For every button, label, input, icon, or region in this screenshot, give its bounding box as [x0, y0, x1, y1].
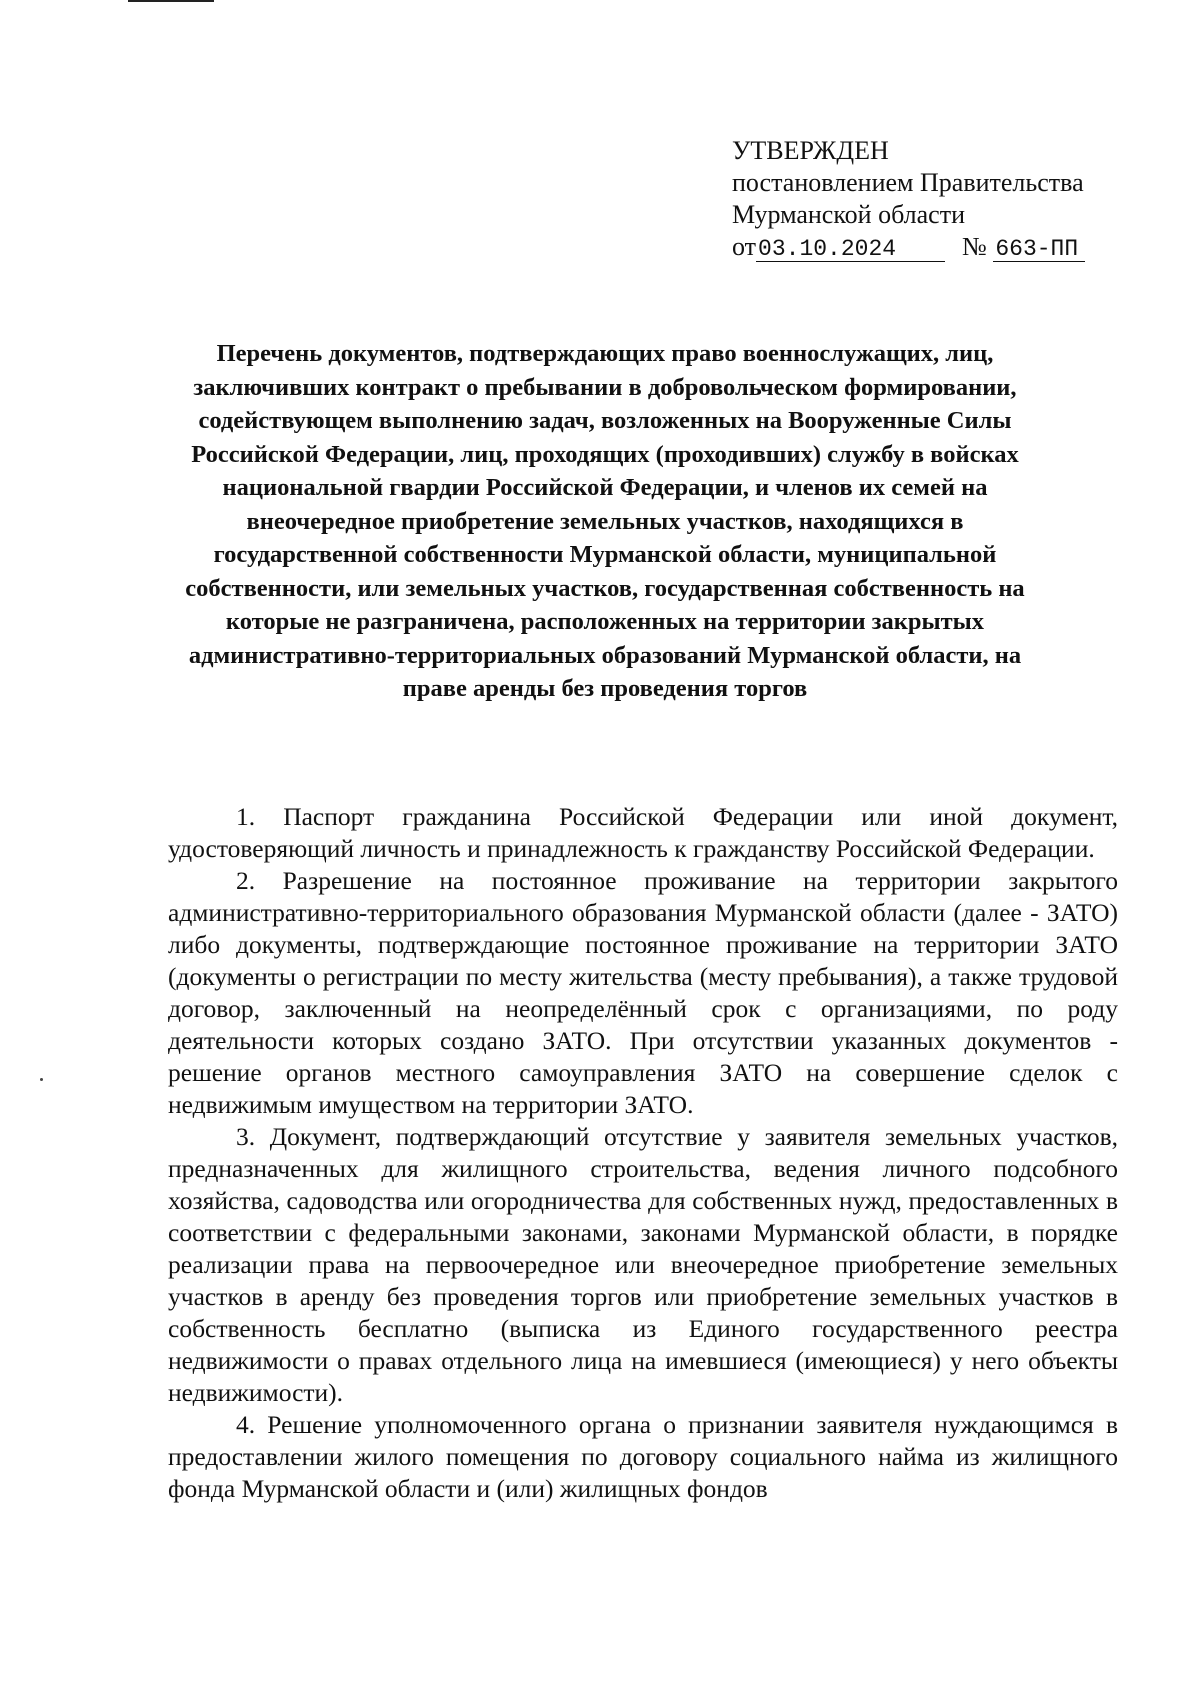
approval-heading: УТВЕРЖДЕН [732, 136, 889, 165]
scan-mark [128, 0, 214, 2]
approval-region-line: Мурманской области [732, 200, 965, 229]
approval-decree-line: постановлением Правительства [732, 168, 1084, 197]
approval-date-number-line [732, 231, 1152, 263]
document-title: Перечень документов, подтверждающих право военнослужащих, лиц, заключивших контракт о пребывании в добровольческом формировании, содействующем выполнению задач, возложенных на Вооруженные Силы Российской Федерации, лиц, проходящих (проходивших) службу в войсках национальной гвардии Российской Федерации, и членов их семей на внеочередное приобретение земельных участков, находящихся в государственной собственности Мурманской области, муниципальной собственности, или земельных участков, государственная собственность на которые не разграничена, расположенных на территории закрытых административно-территориальных образований Мурманской области, на праве аренды без проведения торгов [185, 340, 1025, 702]
list-item: 4. Решение уполномоченного органа о признании заявителя нуждающимся в предоставлении жилого помещения по договору социального найма из жилищного фонда Мурманской области и (или) жилищных фондов [168, 1410, 1118, 1503]
approval-stamp-block [732, 135, 1152, 263]
list-item: 3. Документ, подтверждающий отсутствие у заявителя земельных участков, предназначенных для жилищного строительства, ведения личного подсобного хозяйства, садоводства или огородничества для собственных нужд, предоставленных в соответствии с федеральными законами, законами Мурманской области, в порядке реализации права на первоочередное или внеочередное приобретение земельных участков в аренду без проведения торгов или приобретение земельных участков в собственность бесплатно (выписка из Единого государственного реестра недвижимости о правах отдельного лица на имевшиеся (имеющиеся) у него объекты недвижимости). [168, 1122, 1118, 1407]
decree-date: 03.10.2024 [756, 237, 945, 262]
date-prefix: от [732, 232, 757, 261]
document-body [168, 801, 1118, 1505]
scan-speck [40, 1078, 43, 1081]
number-prefix: № [962, 232, 987, 261]
decree-number: 663-ПП [993, 237, 1085, 262]
list-item: 2. Разрешение на постоянное проживание на территории закрытого административно-территориального образования Мурманской области (далее - ЗАТО) либо документы, подтверждающие постоянное проживание на территории ЗАТО (документы о регистрации по месту жительства (месту пребывания), а также трудовой договор, заключенный на неопределённый срок с организациями, по роду деятельности которых создано ЗАТО. При отсутствии указанных документов - решение органов местного самоуправления ЗАТО на совершение сделок с недвижимым имуществом на территории ЗАТО. [168, 866, 1118, 1119]
list-item: 1. Паспорт гражданина Российской Федерации или иной документ, удостоверяющий личность и принадлежность к гражданству Российской Федерации. [168, 802, 1118, 863]
